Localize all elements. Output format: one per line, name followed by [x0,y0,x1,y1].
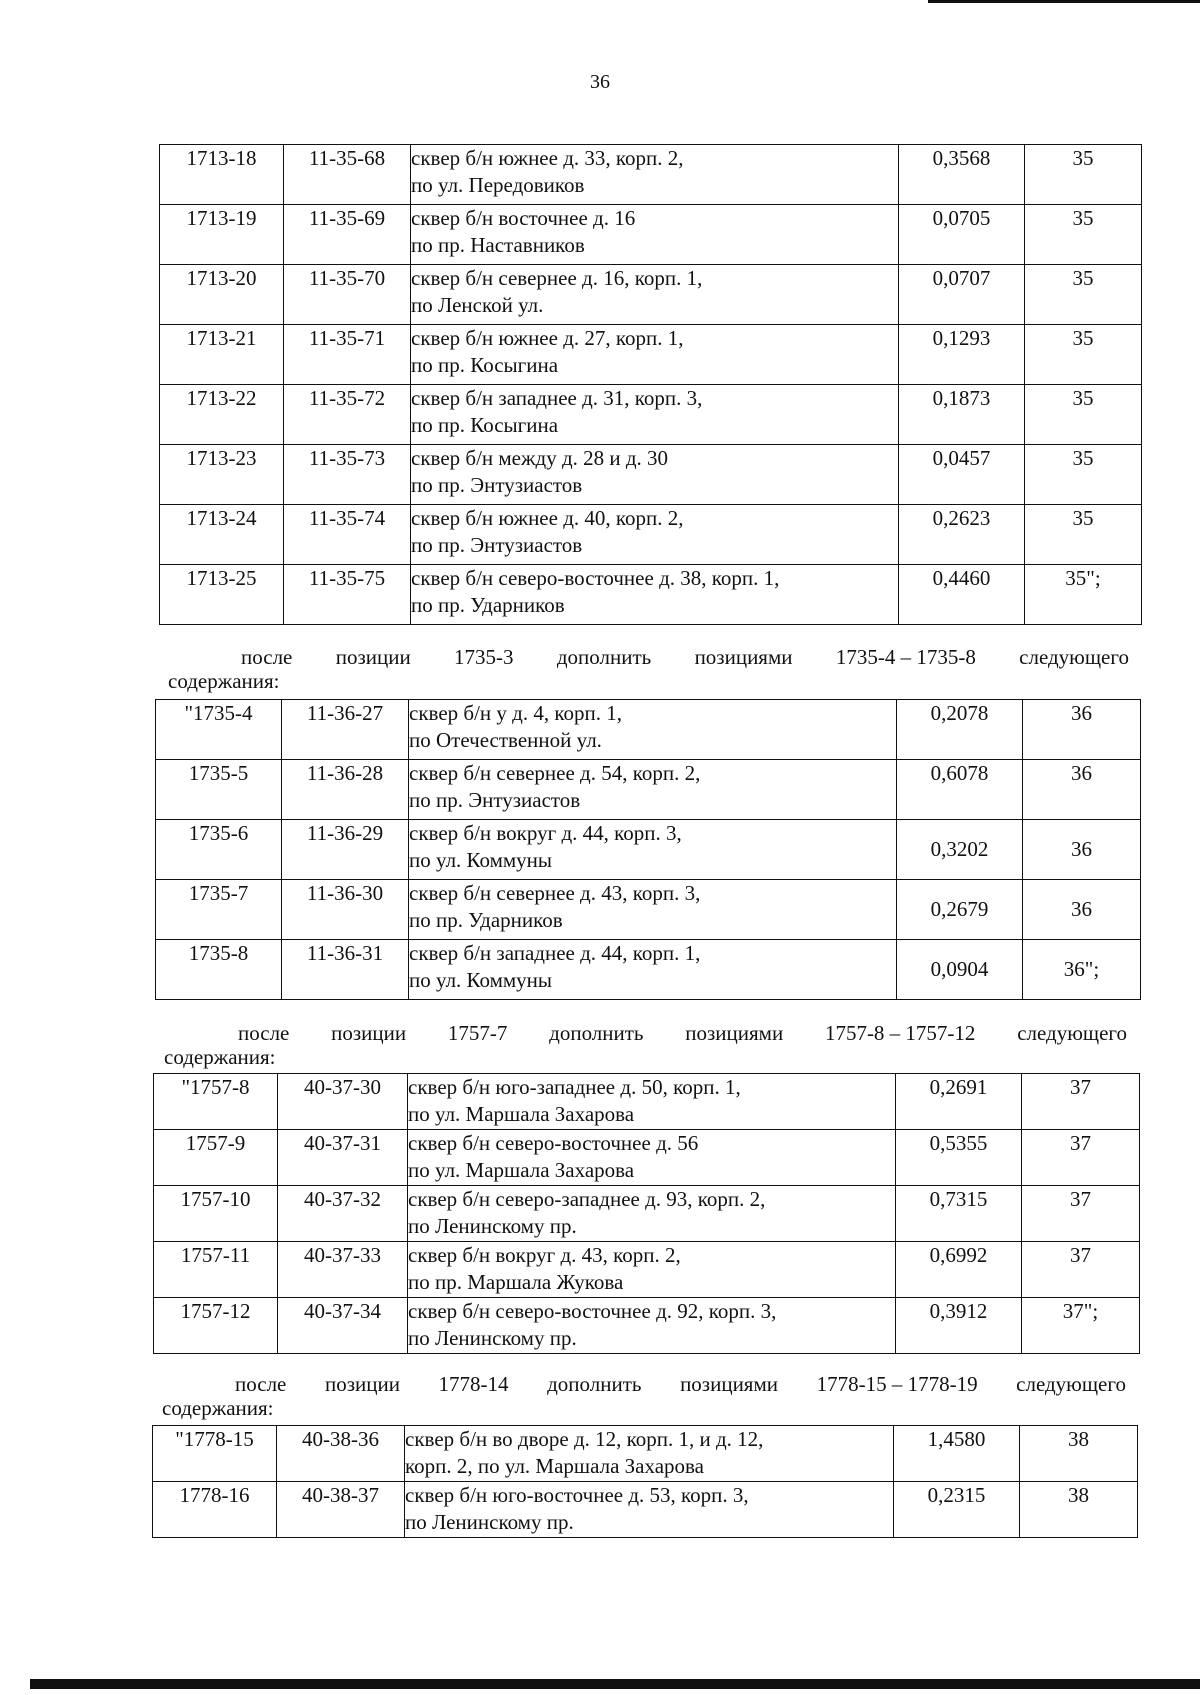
table-row [160,565,1142,625]
position-number-cell: 1713-25 [160,565,284,625]
description-line: сквер б/н юго-восточнее д. 53, корп. 3, [405,1483,749,1507]
description-cell [405,1426,894,1482]
description-line: по Ленской ул. [411,293,544,317]
description-cell [409,760,897,820]
instruction-word: позициями [694,645,793,669]
table-row [154,1298,1140,1354]
instruction-word: позициями [680,1372,778,1396]
area-cell: 0,1293 [899,325,1025,385]
page-ref-cell: 35 [1025,505,1142,565]
description-line: сквер б/н северо-западнее д. 93, корп. 2, [408,1187,766,1211]
page-ref-cell: 35 [1025,265,1142,325]
instruction-word: 1778-14 [438,1372,509,1396]
cadastral-code-cell: 40-37-32 [278,1186,408,1242]
description-cell [409,700,897,760]
description-line: сквер б/н северо-восточнее д. 56 [408,1131,699,1155]
description-line: по Ленинскому пр. [405,1510,574,1534]
description-line: по пр. Ударников [411,593,565,617]
table-row [156,760,1141,820]
table-row [156,940,1141,1000]
cadastral-code-cell: 11-36-29 [282,820,409,880]
table-row [153,1482,1138,1538]
description-cell [411,565,899,625]
page-ref-cell: 35 [1025,145,1142,205]
table-row [160,205,1142,265]
instruction-word: дополнить [549,1021,644,1045]
cadastral-code-cell: 11-36-27 [282,700,409,760]
area-cell: 0,2315 [894,1482,1020,1538]
instruction-line [164,1021,1127,1045]
description-line: по пр. Наставников [411,233,585,257]
description-line: сквер б/н западнее д. 44, корп. 1, [409,941,701,965]
page-ref-cell: 36 [1023,760,1141,820]
cadastral-code-cell: 11-35-73 [284,445,411,505]
page-ref-cell: 37"; [1022,1298,1140,1354]
table-row [154,1130,1140,1186]
area-cell: 0,2679 [897,880,1023,940]
instruction-continuation: содержания: [162,1396,274,1420]
description-line: корп. 2, по ул. Маршала Захарова [405,1454,704,1478]
table-row [156,700,1141,760]
area-cell: 0,0707 [899,265,1025,325]
instruction-paragraph-3 [162,1372,1126,1420]
instruction-word: 1735-3 [454,645,514,669]
cadastral-code-cell: 11-35-70 [284,265,411,325]
description-cell [408,1242,896,1298]
instruction-word: после [241,645,293,669]
area-cell: 0,0457 [899,445,1025,505]
description-line: по пр. Маршала Жукова [408,1270,624,1294]
instruction-word: позиции [324,1372,400,1396]
table-row [156,820,1141,880]
page-ref-cell: 36 [1023,820,1141,880]
top-edge-rule [928,0,1200,3]
instruction-line [168,645,1129,669]
description-line: по Отечественной ул. [409,728,602,752]
cadastral-code-cell: 11-35-71 [284,325,411,385]
description-cell [405,1482,894,1538]
instruction-word: следующего [1017,1021,1127,1045]
description-cell [411,325,899,385]
description-line: сквер б/н севернее д. 54, корп. 2, [409,761,701,785]
bottom-edge-rule [30,1679,1200,1689]
page-ref-cell: 35 [1025,205,1142,265]
description-line: по пр. Энтузиастов [411,473,583,497]
description-line: сквер б/н вокруг д. 43, корп. 2, [408,1243,681,1267]
cadastral-code-cell: 40-37-30 [278,1074,408,1130]
table-row [154,1242,1140,1298]
table-body [156,700,1141,1000]
position-number-cell: 1713-19 [160,205,284,265]
position-number-cell: 1713-20 [160,265,284,325]
description-line: сквер б/н восточнее д. 16 [411,206,636,230]
description-line: сквер б/н у д. 4, корп. 1, [409,701,622,725]
instruction-word: 1757-8 – 1757-12 [824,1021,976,1045]
cadastral-code-cell: 40-37-31 [278,1130,408,1186]
position-number-cell: 1757-9 [154,1130,278,1186]
description-line: по Ленинскому пр. [408,1214,577,1238]
instruction-word: после [235,1372,287,1396]
position-number-cell: "1757-8 [154,1074,278,1130]
page-ref-cell: 38 [1020,1482,1138,1538]
instruction-word: следующего [1019,645,1129,669]
instruction-paragraph-1 [168,645,1129,693]
table-row [160,325,1142,385]
description-line: сквер б/н западнее д. 31, корп. 3, [411,386,703,410]
cadastral-code-cell: 11-36-30 [282,880,409,940]
instruction-word: 1778-15 – 1778-19 [816,1372,978,1396]
description-line: сквер б/н южнее д. 33, корп. 2, [411,146,684,170]
instruction-word: следующего [1016,1372,1126,1396]
description-cell [411,385,899,445]
area-cell: 1,4580 [894,1426,1020,1482]
position-number-cell: 1757-11 [154,1242,278,1298]
description-line: по ул. Маршала Захарова [408,1158,635,1182]
description-line: сквер б/н южнее д. 40, корп. 2, [411,506,684,530]
description-cell [409,940,897,1000]
description-cell [411,145,899,205]
position-number-cell: 1713-23 [160,445,284,505]
page-ref-cell: 37 [1022,1130,1140,1186]
registry-table-1757 [153,1073,1140,1354]
position-number-cell: "1735-4 [156,700,282,760]
description-cell [409,880,897,940]
page-ref-cell: 38 [1020,1426,1138,1482]
table-row [160,445,1142,505]
instruction-word: 1757-7 [447,1021,508,1045]
description-cell [408,1130,896,1186]
description-line: сквер б/н севернее д. 43, корп. 3, [409,881,701,905]
description-cell [411,445,899,505]
area-cell: 0,6078 [897,760,1023,820]
area-cell: 0,7315 [896,1186,1022,1242]
area-cell: 0,6992 [896,1242,1022,1298]
description-line: по пр. Энтузиастов [411,533,583,557]
cadastral-code-cell: 11-35-72 [284,385,411,445]
description-cell [408,1074,896,1130]
page-ref-cell: 37 [1022,1074,1140,1130]
description-line: сквер б/н между д. 28 и д. 30 [411,446,669,470]
position-number-cell: 1735-8 [156,940,282,1000]
description-cell [411,505,899,565]
instruction-word: 1735-4 – 1735-8 [835,645,976,669]
description-line: по ул. Маршала Захарова [408,1102,635,1126]
instruction-paragraph-2 [164,1021,1127,1069]
table-row [160,385,1142,445]
instruction-word: позициями [685,1021,784,1045]
area-cell: 0,5355 [896,1130,1022,1186]
table-body [160,145,1142,625]
description-line: по ул. Коммуны [409,968,553,992]
instruction-word: позиции [331,1021,407,1045]
page-ref-cell: 36"; [1023,940,1141,1000]
registry-table-1778 [152,1425,1138,1538]
description-line: сквер б/н северо-восточнее д. 92, корп. 3, [408,1299,777,1323]
instruction-continuation: содержания: [168,669,280,693]
table-row [160,265,1142,325]
page-number: 36 [590,71,610,93]
cadastral-code-cell: 11-35-74 [284,505,411,565]
table-row [154,1074,1140,1130]
description-line: сквер б/н южнее д. 27, корп. 1, [411,326,684,350]
position-number-cell: 1735-5 [156,760,282,820]
area-cell: 0,3568 [899,145,1025,205]
area-cell: 0,0904 [897,940,1023,1000]
description-cell [408,1186,896,1242]
area-cell: 0,1873 [899,385,1025,445]
description-cell [411,265,899,325]
cadastral-code-cell: 40-38-37 [277,1482,405,1538]
description-line: по Ленинскому пр. [408,1326,577,1350]
position-number-cell: 1757-12 [154,1298,278,1354]
table-row [154,1186,1140,1242]
position-number-cell: 1735-7 [156,880,282,940]
description-cell [409,820,897,880]
instruction-continuation: содержания: [164,1045,276,1069]
position-number-cell: 1713-18 [160,145,284,205]
cadastral-code-cell: 40-37-33 [278,1242,408,1298]
table-row [160,145,1142,205]
page-ref-cell: 36 [1023,880,1141,940]
page-ref-cell: 35 [1025,325,1142,385]
page-ref-cell: 36 [1023,700,1141,760]
description-cell [411,205,899,265]
description-line: по пр. Косыгина [411,353,559,377]
cadastral-code-cell: 40-38-36 [277,1426,405,1482]
instruction-word: после [238,1021,290,1045]
table-row [160,505,1142,565]
cadastral-code-cell: 11-36-31 [282,940,409,1000]
cadastral-code-cell: 11-35-75 [284,565,411,625]
table-row [156,880,1141,940]
instruction-word: дополнить [556,645,652,669]
instruction-word: дополнить [547,1372,642,1396]
page-ref-cell: 35"; [1025,565,1142,625]
cadastral-code-cell: 40-37-34 [278,1298,408,1354]
position-number-cell: "1778-15 [153,1426,277,1482]
description-line: сквер б/н вокруг д. 44, корп. 3, [409,821,682,845]
position-number-cell: 1713-24 [160,505,284,565]
position-number-cell: 1778-16 [153,1482,277,1538]
page-ref-cell: 35 [1025,385,1142,445]
registry-table-1713 [159,144,1142,625]
area-cell: 0,2078 [897,700,1023,760]
position-number-cell: 1713-22 [160,385,284,445]
description-cell [408,1298,896,1354]
area-cell: 0,2623 [899,505,1025,565]
description-line: по пр. Ударников [409,908,563,932]
position-number-cell: 1713-21 [160,325,284,385]
table-body [153,1426,1138,1538]
cadastral-code-cell: 11-35-69 [284,205,411,265]
description-line: сквер б/н во дворе д. 12, корп. 1, и д. 12, [405,1427,764,1451]
description-line: сквер б/н северо-восточнее д. 38, корп. 1, [411,566,780,590]
area-cell: 0,3202 [897,820,1023,880]
registry-table-1735 [155,699,1141,1000]
area-cell: 0,0705 [899,205,1025,265]
description-line: по пр. Косыгина [411,413,559,437]
position-number-cell: 1757-10 [154,1186,278,1242]
position-number-cell: 1735-6 [156,820,282,880]
area-cell: 0,4460 [899,565,1025,625]
cadastral-code-cell: 11-35-68 [284,145,411,205]
page-ref-cell: 37 [1022,1186,1140,1242]
instruction-word: позиции [335,645,411,669]
page-ref-cell: 37 [1022,1242,1140,1298]
cadastral-code-cell: 11-36-28 [282,760,409,820]
description-line: по ул. Коммуны [409,848,553,872]
table-row [153,1426,1138,1482]
page-ref-cell: 35 [1025,445,1142,505]
description-line: по пр. Энтузиастов [409,788,581,812]
area-cell: 0,3912 [896,1298,1022,1354]
description-line: по ул. Передовиков [411,173,585,197]
area-cell: 0,2691 [896,1074,1022,1130]
description-line: сквер б/н севернее д. 16, корп. 1, [411,266,703,290]
instruction-line [162,1372,1126,1396]
description-line: сквер б/н юго-западнее д. 50, корп. 1, [408,1075,741,1099]
table-body [154,1074,1140,1354]
